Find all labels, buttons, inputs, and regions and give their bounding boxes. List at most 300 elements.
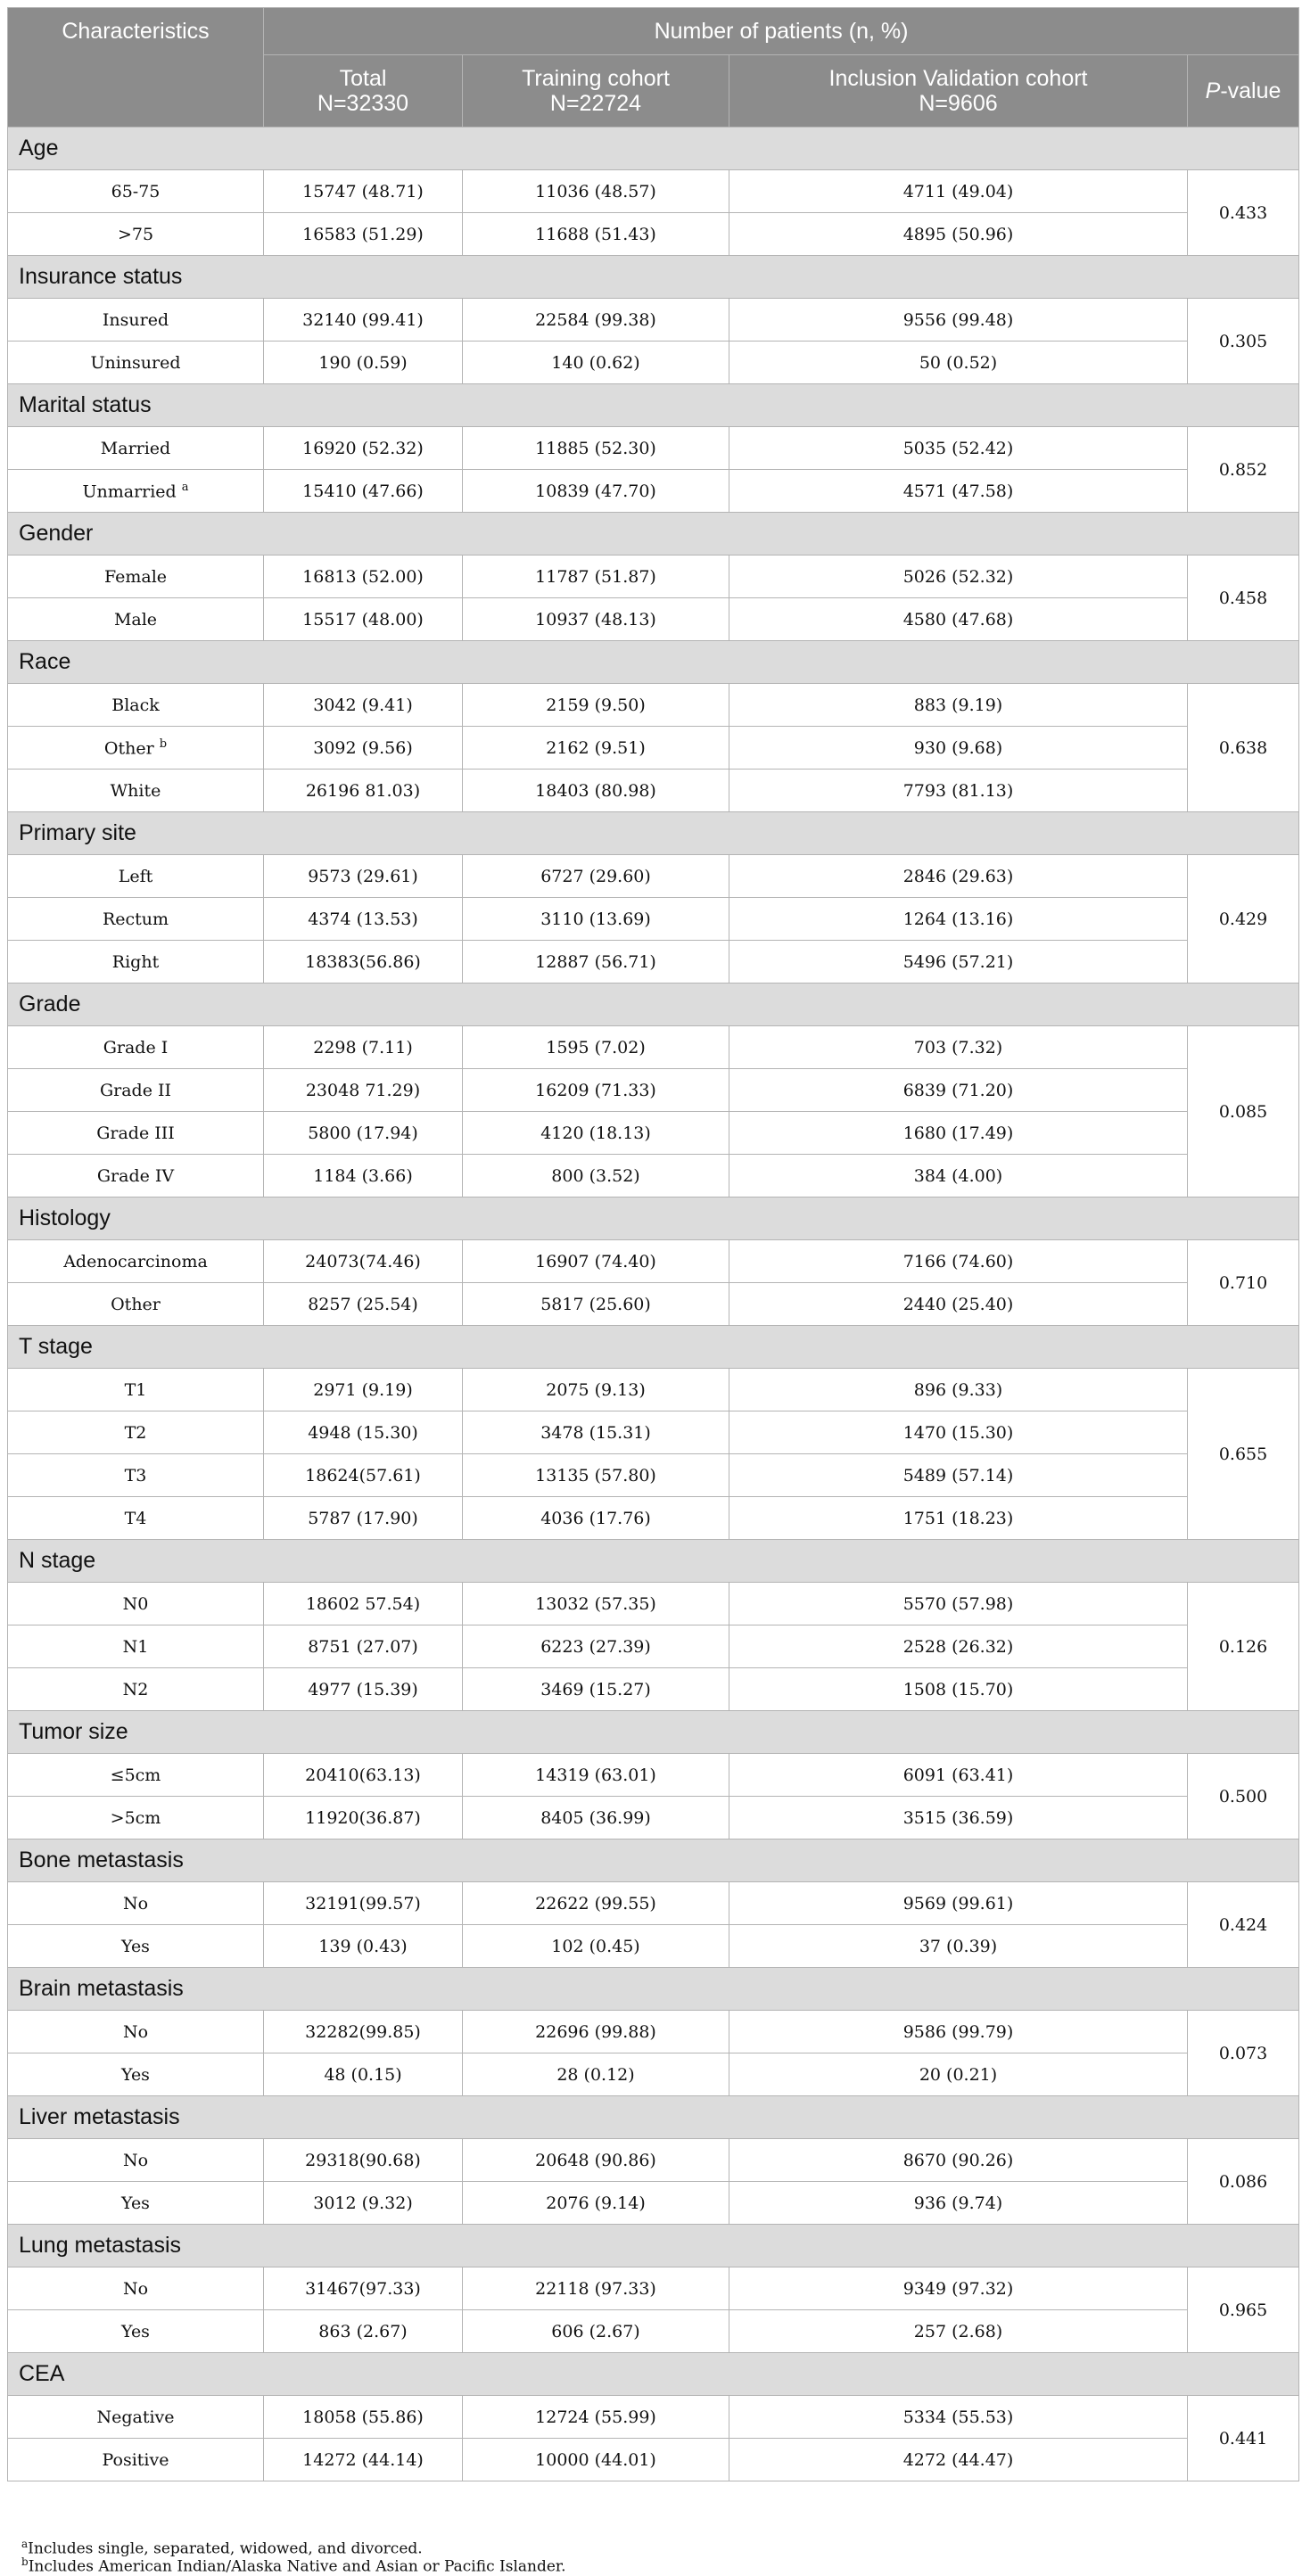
section-row [8,513,1299,556]
footnote-a-text: Includes single, separated, widowed, and divorced. [28,2539,423,2558]
row-label-text: T1 [124,1379,147,1400]
p-value-header-rest: -value [1220,78,1281,103]
row-label-text: Grade I [103,1037,169,1058]
row-label-text: N1 [122,1636,149,1657]
total-cell: 5787 (17.90) [264,1497,463,1540]
total-header-label: Total [339,66,387,91]
row-label-text: Grade IV [96,1165,175,1186]
section-row [8,2225,1299,2267]
training-cell: 606 (2.67) [463,2310,729,2353]
table-row [8,1668,1299,1711]
total-header [264,55,463,128]
row-label [8,1155,264,1197]
row-label-text: No [122,2021,149,2042]
training-cell: 6727 (29.60) [463,855,729,898]
validation-cell: 4711 (49.04) [729,170,1188,213]
training-cell: 11787 (51.87) [463,556,729,598]
row-label-text: Negative [96,2407,175,2427]
row-label [8,170,264,213]
row-label [8,1625,264,1668]
table-row [8,598,1299,641]
table-row [8,2053,1299,2096]
p-value-header-italic: P [1205,78,1221,103]
p-value-cell: 0.710 [1188,1240,1299,1326]
row-label-text: Married [100,438,171,458]
validation-cell: 5035 (52.42) [729,427,1188,470]
table-row [8,941,1299,983]
section-row [8,2096,1299,2139]
section-title: Grade [8,983,1299,1026]
training-cell: 18403 (80.98) [463,770,729,812]
table-row [8,1625,1299,1668]
table-row [8,2182,1299,2225]
section-row [8,256,1299,299]
training-cell: 140 (0.62) [463,342,729,384]
footnote-b [21,2555,566,2576]
training-cell: 14319 (63.01) [463,1754,729,1797]
row-label [8,1112,264,1155]
table-row [8,170,1299,213]
row-label [8,1497,264,1540]
training-cell: 22584 (99.38) [463,299,729,342]
total-cell: 2298 (7.11) [264,1026,463,1069]
validation-cell: 4571 (47.58) [729,470,1188,513]
table-row [8,299,1299,342]
total-cell: 18602 57.54) [264,1583,463,1625]
total-cell: 24073(74.46) [264,1240,463,1283]
validation-cell: 896 (9.33) [729,1369,1188,1411]
training-cell: 800 (3.52) [463,1155,729,1197]
group-title-header [264,8,1299,55]
training-cell: 2076 (9.14) [463,2182,729,2225]
training-cell: 12887 (56.71) [463,941,729,983]
p-value-cell: 0.441 [1188,2396,1299,2481]
table-row [8,2396,1299,2439]
row-label [8,1069,264,1112]
validation-cell: 2846 (29.63) [729,855,1188,898]
total-cell: 16583 (51.29) [264,213,463,256]
section-title: T stage [8,1326,1299,1369]
total-cell: 48 (0.15) [264,2053,463,2096]
table-row [8,1882,1299,1925]
total-cell: 32140 (99.41) [264,299,463,342]
validation-cell: 2440 (25.40) [729,1283,1188,1326]
p-value-cell: 0.852 [1188,427,1299,513]
training-cell: 6223 (27.39) [463,1625,729,1668]
total-cell: 4948 (15.30) [264,1411,463,1454]
table-row [8,1797,1299,1839]
validation-cell: 2528 (26.32) [729,1625,1188,1668]
row-label [8,727,264,770]
section-row [8,2353,1299,2396]
table-row [8,770,1299,812]
training-cell: 8405 (36.99) [463,1797,729,1839]
training-cell: 20648 (90.86) [463,2139,729,2182]
total-cell: 2971 (9.19) [264,1369,463,1411]
section-title: CEA [8,2353,1299,2396]
total-cell: 3092 (9.56) [264,727,463,770]
training-header-n: N=22724 [549,91,642,116]
validation-cell: 4895 (50.96) [729,213,1188,256]
total-cell: 18624(57.61) [264,1454,463,1497]
total-cell: 5800 (17.94) [264,1112,463,1155]
validation-header [729,55,1188,128]
training-cell: 22118 (97.33) [463,2267,729,2310]
training-cell: 10000 (44.01) [463,2439,729,2481]
training-cell: 2159 (9.50) [463,684,729,727]
characteristics-header-text: Characteristics [62,19,210,44]
validation-cell: 5570 (57.98) [729,1583,1188,1625]
row-label [8,2139,264,2182]
table-row [8,2139,1299,2182]
table-row [8,898,1299,941]
total-cell: 139 (0.43) [264,1925,463,1968]
section-title: Race [8,641,1299,684]
row-label [8,1668,264,1711]
row-label [8,1369,264,1411]
training-cell: 4120 (18.13) [463,1112,729,1155]
validation-cell: 3515 (36.59) [729,1797,1188,1839]
row-label-text: T4 [124,1508,147,1528]
p-value-cell: 0.085 [1188,1026,1299,1197]
row-label-text: Yes [121,2193,150,2213]
section-row [8,384,1299,427]
row-label [8,1882,264,1925]
row-label-text: Positive [102,2449,169,2470]
training-cell: 4036 (17.76) [463,1497,729,1540]
table-row [8,342,1299,384]
table-row [8,2439,1299,2481]
row-label [8,1925,264,1968]
row-label-text: Yes [121,2064,150,2085]
row-label [8,2310,264,2353]
table-row [8,470,1299,513]
section-title: Primary site [8,812,1299,855]
validation-cell: 257 (2.68) [729,2310,1188,2353]
row-label [8,1283,264,1326]
row-label-text: Yes [121,1936,150,1956]
validation-cell: 5026 (52.32) [729,556,1188,598]
validation-cell: 9556 (99.48) [729,299,1188,342]
validation-header-label: Inclusion Validation cohort [828,66,1088,91]
training-cell: 10839 (47.70) [463,470,729,513]
section-title: Marital status [8,384,1299,427]
training-cell: 28 (0.12) [463,2053,729,2096]
total-cell: 14272 (44.14) [264,2439,463,2481]
training-cell: 16209 (71.33) [463,1069,729,1112]
table-row [8,684,1299,727]
row-label-text: No [122,2150,149,2170]
training-cell: 12724 (55.99) [463,2396,729,2439]
validation-cell: 6839 (71.20) [729,1069,1188,1112]
row-label [8,2396,264,2439]
row-label [8,684,264,727]
p-value-cell: 0.638 [1188,684,1299,812]
table-row [8,855,1299,898]
validation-cell: 703 (7.32) [729,1026,1188,1069]
training-cell: 1595 (7.02) [463,1026,729,1069]
row-label [8,2182,264,2225]
section-row [8,1711,1299,1754]
section-row [8,128,1299,170]
training-cell: 10937 (48.13) [463,598,729,641]
row-label-text: T2 [124,1422,147,1443]
validation-cell: 5489 (57.14) [729,1454,1188,1497]
table-row [8,1583,1299,1625]
p-value-cell: 0.655 [1188,1369,1299,1540]
validation-cell: 883 (9.19) [729,684,1188,727]
total-cell: 16813 (52.00) [264,556,463,598]
validation-cell: 8670 (90.26) [729,2139,1188,2182]
p-value-cell: 0.126 [1188,1583,1299,1711]
table-body [8,128,1299,2481]
validation-cell: 9569 (99.61) [729,1882,1188,1925]
validation-cell: 9349 (97.32) [729,2267,1188,2310]
validation-cell: 1751 (18.23) [729,1497,1188,1540]
total-cell: 15747 (48.71) [264,170,463,213]
row-label-text: N2 [122,1679,149,1700]
validation-header-n: N=9606 [919,91,998,116]
table-row [8,1112,1299,1155]
row-label [8,1240,264,1283]
training-cell: 22622 (99.55) [463,1882,729,1925]
row-label-text: Yes [121,2321,150,2341]
total-cell: 32191(99.57) [264,1882,463,1925]
total-cell: 4977 (15.39) [264,1668,463,1711]
training-cell: 11688 (51.43) [463,213,729,256]
total-cell: 23048 71.29) [264,1069,463,1112]
total-cell: 29318(90.68) [264,2139,463,2182]
row-label [8,342,264,384]
total-cell: 18383(56.86) [264,941,463,983]
section-row [8,1326,1299,1369]
training-cell: 13032 (57.35) [463,1583,729,1625]
row-label [8,598,264,641]
total-cell: 15517 (48.00) [264,598,463,641]
validation-cell: 37 (0.39) [729,1925,1188,1968]
training-header-label: Training cohort [522,66,670,91]
p-value-cell: 0.429 [1188,855,1299,983]
table-row [8,556,1299,598]
validation-cell: 9586 (99.79) [729,2011,1188,2053]
total-cell: 9573 (29.61) [264,855,463,898]
row-label [8,1583,264,1625]
row-label [8,1454,264,1497]
validation-cell: 930 (9.68) [729,727,1188,770]
section-title: Tumor size [8,1711,1299,1754]
table-row [8,1754,1299,1797]
table-row [8,727,1299,770]
row-label-text: Left [118,866,153,886]
total-cell: 20410(63.13) [264,1754,463,1797]
row-label-text: Other [103,738,154,759]
row-label-text: Male [113,609,158,630]
table-row [8,213,1299,256]
footnote-marker: a [181,480,189,494]
table-row [8,1369,1299,1411]
section-row [8,1839,1299,1882]
validation-cell: 7166 (74.60) [729,1240,1188,1283]
row-label-text: >75 [117,224,154,244]
table-row [8,1026,1299,1069]
row-label [8,941,264,983]
section-title: Histology [8,1197,1299,1240]
training-cell: 2075 (9.13) [463,1369,729,1411]
training-cell: 13135 (57.80) [463,1454,729,1497]
table-row [8,427,1299,470]
table-row [8,1925,1299,1968]
section-title: Gender [8,513,1299,556]
total-cell: 18058 (55.86) [264,2396,463,2439]
section-row [8,983,1299,1026]
row-label-text: Insured [102,309,169,330]
training-cell: 102 (0.45) [463,1925,729,1968]
validation-cell: 384 (4.00) [729,1155,1188,1197]
validation-cell: 1680 (17.49) [729,1112,1188,1155]
validation-cell: 1508 (15.70) [729,1668,1188,1711]
section-title: N stage [8,1540,1299,1583]
training-cell: 5817 (25.60) [463,1283,729,1326]
section-row [8,641,1299,684]
validation-cell: 4580 (47.68) [729,598,1188,641]
row-label [8,1411,264,1454]
training-cell: 2162 (9.51) [463,727,729,770]
row-label [8,1026,264,1069]
row-label [8,898,264,941]
table-row [8,1411,1299,1454]
section-row [8,1197,1299,1240]
row-label-text: Uninsured [90,352,181,373]
row-label-text: Grade III [96,1123,175,1143]
total-cell: 8257 (25.54) [264,1283,463,1326]
p-value-cell: 0.458 [1188,556,1299,641]
row-label-text: Female [103,566,168,587]
total-cell: 1184 (3.66) [264,1155,463,1197]
total-cell: 15410 (47.66) [264,470,463,513]
row-label [8,427,264,470]
validation-cell: 5334 (55.53) [729,2396,1188,2439]
footnote-marker: b [159,737,168,751]
training-cell: 16907 (74.40) [463,1240,729,1283]
total-cell: 190 (0.59) [264,342,463,384]
table-row [8,1454,1299,1497]
row-label [8,770,264,812]
row-label [8,299,264,342]
total-cell: 3012 (9.32) [264,2182,463,2225]
row-label-text: Right [111,951,160,972]
validation-cell: 1470 (15.30) [729,1411,1188,1454]
section-title: Lung metastasis [8,2225,1299,2267]
training-cell: 3469 (15.27) [463,1668,729,1711]
table-row [8,2310,1299,2353]
table-row [8,2267,1299,2310]
validation-cell: 6091 (63.41) [729,1754,1188,1797]
characteristics-header [8,8,264,128]
validation-cell: 4272 (44.47) [729,2439,1188,2481]
table-row [8,1155,1299,1197]
total-cell: 31467(97.33) [264,2267,463,2310]
footnote-b-mark: b [21,2555,29,2568]
total-header-n: N=32330 [317,91,409,116]
row-label-text: White [110,780,161,801]
row-label-text: Black [111,695,160,715]
p-value-cell: 0.424 [1188,1882,1299,1968]
row-label [8,1797,264,1839]
row-label-text: 65-75 [111,181,161,202]
training-cell: 3110 (13.69) [463,898,729,941]
patient-characteristics-table [7,7,1299,2481]
section-row [8,812,1299,855]
p-value-cell: 0.433 [1188,170,1299,256]
table-row [8,1240,1299,1283]
p-value-cell: 0.305 [1188,299,1299,384]
total-cell: 32282(99.85) [264,2011,463,2053]
row-label [8,1754,264,1797]
p-value-header [1188,55,1299,128]
group-title-text: Number of patients (n, %) [654,19,909,44]
section-title: Bone metastasis [8,1839,1299,1882]
validation-cell: 20 (0.21) [729,2053,1188,2096]
validation-cell: 936 (9.74) [729,2182,1188,2225]
row-label-text: No [122,1893,149,1913]
header-row-1 [8,8,1299,55]
training-cell: 11885 (52.30) [463,427,729,470]
training-header [463,55,729,128]
section-title: Liver metastasis [8,2096,1299,2139]
validation-cell: 7793 (81.13) [729,770,1188,812]
row-label [8,556,264,598]
row-label-text: Rectum [102,909,169,929]
p-value-cell: 0.073 [1188,2011,1299,2096]
training-cell: 3478 (15.31) [463,1411,729,1454]
footnote-a-mark: a [21,2538,29,2550]
validation-cell: 1264 (13.16) [729,898,1188,941]
row-label-text: No [122,2278,149,2299]
section-row [8,1540,1299,1583]
table-row [8,1283,1299,1326]
p-value-cell: 0.965 [1188,2267,1299,2353]
row-label [8,470,264,513]
row-label-text: Other [111,1294,161,1314]
total-cell: 4374 (13.53) [264,898,463,941]
row-label [8,2053,264,2096]
row-label-text: >5cm [110,1807,161,1828]
table-row [8,2011,1299,2053]
p-value-cell: 0.086 [1188,2139,1299,2225]
total-cell: 8751 (27.07) [264,1625,463,1668]
row-label [8,2011,264,2053]
total-cell: 26196 81.03) [264,770,463,812]
section-row [8,1968,1299,2011]
training-cell: 11036 (48.57) [463,170,729,213]
row-label [8,213,264,256]
row-label-text: T3 [124,1465,147,1486]
total-cell: 863 (2.67) [264,2310,463,2353]
row-label [8,2439,264,2481]
training-cell: 22696 (99.88) [463,2011,729,2053]
section-title: Brain metastasis [8,1968,1299,2011]
row-label [8,855,264,898]
validation-cell: 5496 (57.21) [729,941,1188,983]
section-title: Insurance status [8,256,1299,299]
row-label-text: ≤5cm [110,1765,161,1785]
row-label-text: Grade II [99,1080,172,1100]
total-cell: 3042 (9.41) [264,684,463,727]
row-label-text: Unmarried [82,481,177,502]
validation-cell: 50 (0.52) [729,342,1188,384]
p-value-cell: 0.500 [1188,1754,1299,1839]
footnote-b-text: Includes American Indian/Alaska Native and Asian or Pacific Islander. [28,2557,566,2576]
